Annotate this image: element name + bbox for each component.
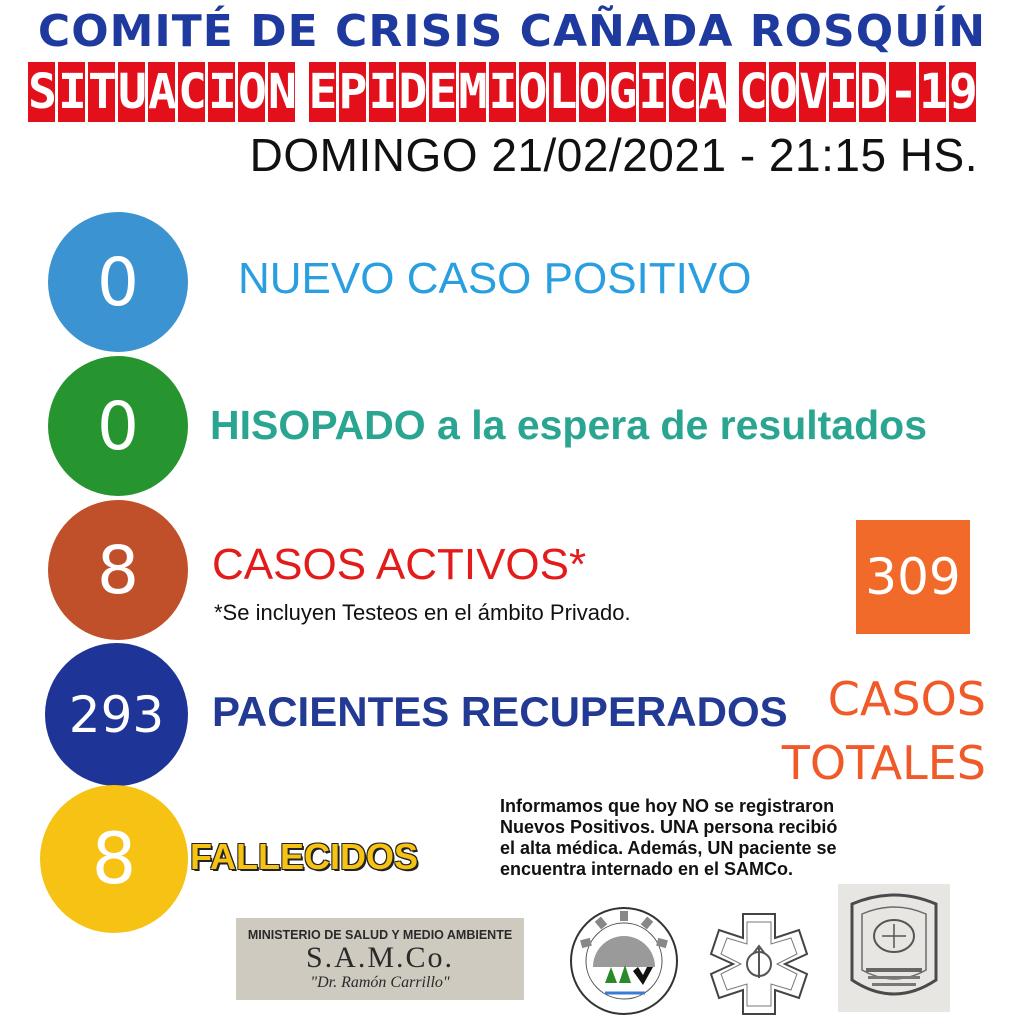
subtitle-letter: I	[488, 64, 518, 120]
subtitle-letter: I	[368, 64, 398, 120]
subtitle-letter: A	[698, 64, 728, 120]
subtitle-letter: C	[668, 64, 698, 120]
samco-name: S.A.M.Co.	[305, 941, 455, 974]
subtitle-letter: N	[268, 64, 297, 120]
fire-department-seal-icon	[703, 908, 815, 1020]
total-cases-count: 309	[856, 520, 970, 634]
subtitle-letter: 1	[919, 64, 948, 120]
recovered-count: 293	[45, 643, 188, 786]
deceased-label: FALLECIDOS	[190, 836, 419, 877]
samco-logo	[236, 918, 524, 1000]
subtitle-letter: -	[889, 64, 918, 120]
subtitle-letter: O	[578, 64, 608, 120]
subtitle-letter: C	[739, 64, 768, 120]
subtitle-letter: O	[518, 64, 548, 120]
subtitle-letter: A	[148, 64, 177, 120]
police-stamp-icon	[838, 884, 950, 1012]
active-cases-count: 8	[48, 500, 188, 640]
subtitle-letter: U	[118, 64, 147, 120]
subtitle-letter: G	[608, 64, 638, 120]
subtitle-banner	[28, 62, 976, 122]
info-paragraph	[500, 796, 970, 880]
info-line: encuentra internado en el SAMCo.	[500, 859, 794, 879]
info-line: Informamos que hoy NO se registraron	[500, 796, 835, 816]
active-cases-label: CASOS ACTIVOS*	[212, 540, 587, 589]
samco-ministry: MINISTERIO DE SALUD Y MEDIO AMBIENTE	[247, 928, 513, 942]
subtitle-letter: I	[58, 64, 87, 120]
total-cases-label-2: TOTALES	[781, 736, 986, 790]
subtitle-letter: I	[208, 64, 237, 120]
subtitle-letter: I	[829, 64, 858, 120]
subtitle-letter: D	[859, 64, 888, 120]
info-line: el alta médica. Además, UN paciente se	[500, 838, 837, 858]
active-cases-note: *Se incluyen Testeos en el ámbito Privado.	[214, 600, 631, 625]
info-line: Nuevos Positivos. UNA persona recibió	[500, 817, 838, 837]
subtitle-letter: L	[548, 64, 578, 120]
subtitle-letter: I	[638, 64, 668, 120]
new-cases-label: NUEVO CASO POSITIVO	[238, 254, 752, 303]
date-time: DOMINGO 21/02/2021 - 21:15 HS.	[249, 129, 978, 181]
total-cases-label-1: CASOS	[827, 672, 986, 726]
subtitle-letter: E	[428, 64, 458, 120]
subtitle-letter: P	[338, 64, 368, 120]
subtitle-letter: O	[769, 64, 798, 120]
subtitle-letter: C	[178, 64, 207, 120]
subtitle-letter: T	[88, 64, 117, 120]
deceased-count: 8	[40, 785, 188, 933]
samco-doctor: "Dr. Ramón Carrillo"	[310, 974, 450, 991]
subtitle-letter: O	[238, 64, 267, 120]
subtitle-space	[298, 62, 306, 122]
subtitle-letter: S	[28, 64, 57, 120]
subtitle-letter: M	[458, 64, 488, 120]
swab-pending-count: 0	[48, 356, 188, 496]
comuna-seal-icon	[565, 905, 683, 1017]
subtitle-letter: D	[398, 64, 428, 120]
subtitle-letter: 9	[949, 64, 978, 120]
page-title: COMITÉ DE CRISIS CAÑADA ROSQUÍN	[37, 6, 987, 57]
subtitle-space	[729, 62, 737, 122]
subtitle-letter: E	[308, 64, 338, 120]
subtitle-letter: V	[799, 64, 828, 120]
recovered-label: PACIENTES RECUPERADOS	[212, 688, 788, 735]
new-cases-count: 0	[48, 212, 188, 352]
swab-pending-label: HISOPADO a la espera de resultados	[210, 402, 927, 448]
